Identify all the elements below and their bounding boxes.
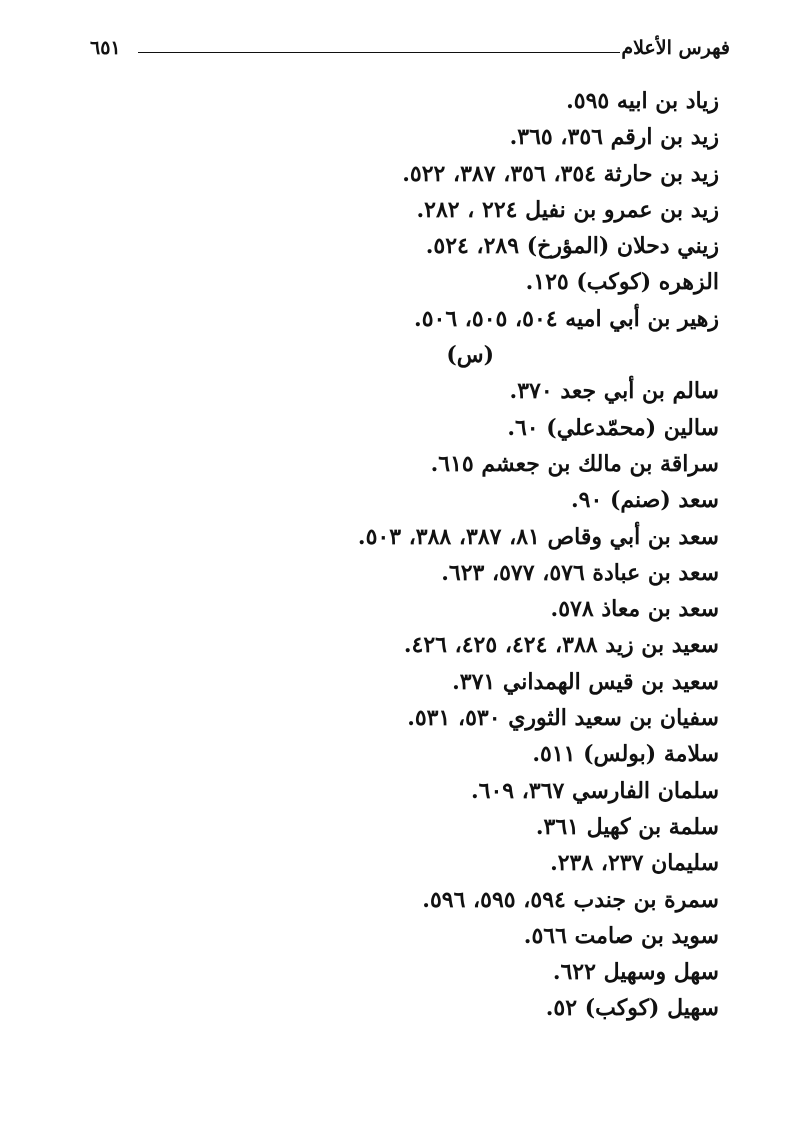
index-entry: زيد بن حارثة ٣٥٤، ٣٥٦، ٣٨٧، ٥٢٢.	[402, 160, 719, 187]
index-entry: سويد بن صامت ٥٦٦.	[523, 922, 719, 949]
index-entry: سلمان الفارسي ٣٦٧، ٦٠٩.	[471, 777, 719, 804]
index-entry: سالم بن أبي جعد ٣٧٠.	[509, 378, 719, 405]
index-entry: زيد بن عمرو بن نفيل ٢٢٤ ، ٢٨٢.	[416, 196, 719, 223]
index-entry: سفيان بن سعيد الثوري ٥٣٠، ٥٣١.	[407, 705, 719, 732]
header-rule	[138, 52, 620, 53]
index-entry: سهيل (كوكب) ٥٢.	[545, 995, 719, 1022]
index-entry: زيد بن ارقم ٣٥٦، ٣٦٥.	[509, 124, 719, 151]
page-number: ٦٥١	[90, 37, 121, 59]
section-heading-sin: (س)	[446, 342, 494, 369]
index-entry: سعد بن عبادة ٥٧٦، ٥٧٧، ٦٢٣.	[441, 559, 719, 586]
index-entry: سلمة بن كهيل ٣٦١.	[535, 813, 719, 840]
index-entry: سهل وسهيل ٦٢٢.	[552, 959, 719, 986]
index-entry: زيني دحلان (المؤرخ) ٢٨٩، ٥٢٤.	[425, 233, 719, 260]
index-entry: سعد بن أبي وقاص ٨١، ٣٨٧، ٣٨٨، ٥٠٣.	[357, 523, 719, 550]
index-entry: سلامة (بولس) ٥١١.	[532, 741, 719, 768]
index-entry: سعد بن معاذ ٥٧٨.	[550, 596, 719, 623]
index-entry: الزهره (كوكب) ١٢٥.	[525, 269, 719, 296]
index-entry: سراقة بن مالك بن جعشم ٦١٥.	[430, 450, 719, 477]
index-entry: سعد (صنم) ٩٠.	[570, 487, 719, 514]
index-entries	[159, 83, 719, 1027]
index-entry: زياد بن ابيه ٥٩٥.	[566, 88, 719, 114]
index-entry: سمرة بن جندب ٥٩٤، ٥٩٥، ٥٩٦.	[422, 886, 719, 913]
index-entry: زهير بن أبي اميه ٥٠٤، ٥٠٥، ٥٠٦.	[414, 305, 719, 332]
index-entry: سالين (محمّدعلي) ٦٠.	[507, 414, 719, 441]
page-title: فهرس الأعلام	[621, 37, 730, 59]
index-entry: سليمان ٢٣٧، ٢٣٨.	[550, 850, 719, 877]
index-entry: سعيد بن زيد ٣٨٨، ٤٢٤، ٤٢٥، ٤٢٦.	[403, 632, 719, 659]
page-header	[90, 34, 730, 62]
index-entry: سعيد بن قيس الهمداني ٣٧١.	[452, 668, 719, 695]
